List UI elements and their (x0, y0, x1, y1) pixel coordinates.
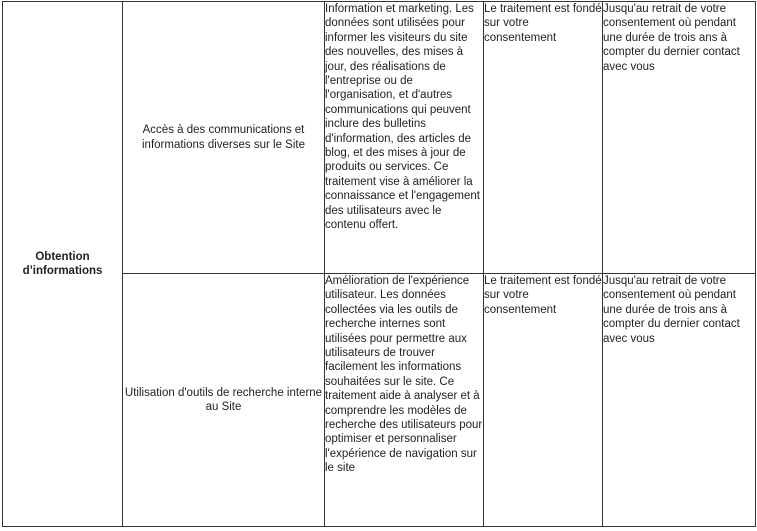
table-row (3, 2, 756, 274)
legal-basis-cell: Le traitement est fondé sur votre consentement (484, 2, 603, 274)
legal-basis-cell: Le traitement est fondé sur votre consentement (484, 274, 603, 527)
description-cell: Amélioration de l'expérience utilisateur. Les données collectées via les outils de recherche internes sont utilisées pour permettre aux utilisateurs de trouver facilement les informations souhaitées sur le site. Ce traitement aide à analyser et à comprendre les modèles de recherche des utilisateurs pour optimiser et personnaliser l'expérience de navigation sur le site (325, 274, 484, 527)
category-cell: Obtention d’informations (3, 2, 123, 527)
description-cell: Information et marketing. Les données sont utilisées pour informer les visiteurs du site des nouvelles, des mises à jour, des réalisations de l'entreprise ou de l'organisation, et d'autres communications qui peuvent inclure des bulletins d'information, des articles de blog, et des mises à jour de produits ou services. Ce traitement vise à améliorer la connaissance et l'engagement des utilisateurs avec le contenu offert. (325, 2, 484, 274)
purpose-cell: Accès à des communications et informations diverses sur le Site (123, 2, 325, 274)
processing-table (2, 1, 756, 527)
retention-cell: Jusqu'au retrait de votre consentement où pendant une durée de trois ans à compter du dernier contact avec vous (603, 2, 756, 274)
purpose-cell: Utilisation d'outils de recherche interne au Site (123, 274, 325, 527)
retention-cell: Jusqu'au retrait de votre consentement où pendant une durée de trois ans à compter du dernier contact avec vous (603, 274, 756, 527)
